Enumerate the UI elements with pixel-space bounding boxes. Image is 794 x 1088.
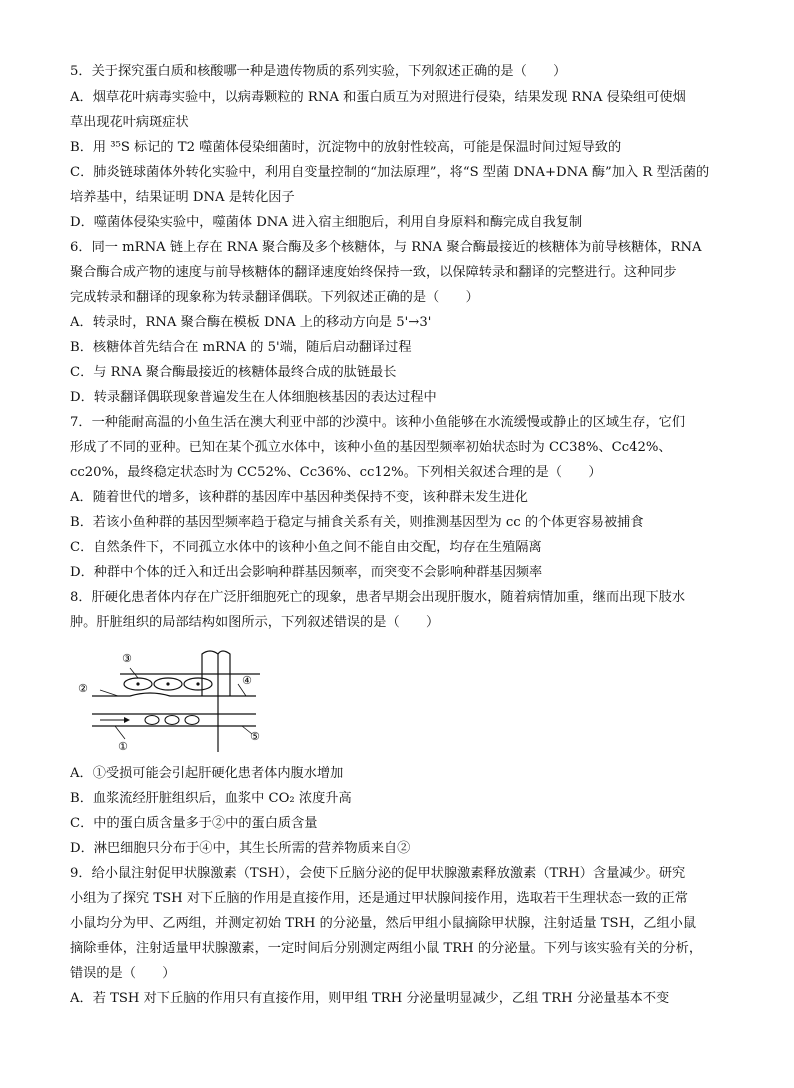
- q9-stem-5: 错误的是（ ）: [70, 966, 176, 981]
- q6-option-a: A．转录时，RNA 聚合酶在模板 DNA 上的移动方向是 5'→3': [70, 315, 432, 330]
- label-5: ⑤: [250, 730, 260, 743]
- label-1: ①: [118, 740, 128, 753]
- q9-stem-2: 小组为了探究 TSH 对下丘脑的作用是直接作用，还是通过甲状腺间接作用，选取若干生理状态一致的正常: [70, 891, 688, 906]
- q8-stem-1: 8．肝硬化患者体内存在广泛肝细胞死亡的现象，患者早期会出现肝腹水，随着病情加重，继而出现下肢水: [70, 590, 686, 605]
- blood-cell-shape: [165, 716, 179, 725]
- q9-stem-1: 9．给小鼠注射促甲状腺激素（TSH），会使下丘脑分泌的促甲状腺激素释放激素（TRH）含量减少。研究: [70, 866, 686, 881]
- q7-stem-2: 形成了不同的亚种。已知在某个孤立水体中，该种小鱼的基因型频率初始状态时为 CC38%、Cc42%、: [70, 440, 672, 455]
- q5-option-a: A．烟草花叶病毒实验中，以病毒颗粒的 RNA 和蛋白质互为对照进行侵染，结果发现 RNA 侵染组可使烟: [70, 90, 686, 105]
- q5-stem: 5．关于探究蛋白质和核酸哪一种是遗传物质的系列实验，下列叙述正确的是（ ）: [70, 64, 567, 79]
- label-2: ②: [78, 682, 88, 695]
- q6-option-b: B．核糖体首先结合在 mRNA 的 5'端，随后启动翻译过程: [70, 340, 412, 355]
- q9-stem-3: 小鼠均分为甲、乙两组，并测定初始 TRH 的分泌量，然后甲组小鼠摘除甲状腺，注射适量 TSH，乙组小鼠: [70, 916, 697, 931]
- q6-stem-3: 完成转录和翻译的现象称为转录翻译偶联。下列叙述正确的是（ ）: [70, 290, 479, 305]
- q7-option-b: B．若该小鱼种群的基因型频率趋于稳定与捕食关系有关，则推测基因型为 cc 的个体更容易被捕食: [70, 515, 644, 530]
- q7-stem-3: cc20%，最终稳定状态时为 CC52%、Cc36%、cc12%。下列相关叙述合理的是（ ）: [70, 465, 602, 480]
- q6-option-d: D．转录翻译偶联现象普遍发生在人体细胞核基因的表达过程中: [70, 390, 437, 405]
- blood-cell-shape: [145, 716, 159, 725]
- q6-option-c: C．与 RNA 聚合酶最接近的核糖体最终合成的肽链最长: [70, 365, 397, 380]
- q7-stem-1: 7．一种能耐高温的小鱼生活在澳大利亚中部的沙漠中。该种小鱼能够在水流缓慢或静止的区域生存，它们: [70, 415, 686, 430]
- q6-stem-1: 6．同一 mRNA 链上存在 RNA 聚合酶及多个核糖体，与 RNA 聚合酶最接近的核糖体为前导核糖体，RNA: [70, 240, 702, 255]
- q9-option-a: A．若 TSH 对下丘脑的作用只有直接作用，则甲组 TRH 分泌量明显减少，乙组 TRH 分泌量基本不变: [70, 991, 670, 1006]
- q7-option-a: A．随着世代的增多，该种群的基因库中基因种类保持不变，该种群未发生进化: [70, 490, 528, 505]
- q5-option-d: D．噬菌体侵染实验中，噬菌体 DNA 进入宿主细胞后，利用自身原料和酶完成自我复制: [70, 215, 583, 230]
- q5-option-c: C．肺炎链球菌体外转化实验中，利用自变量控制的“加法原理”，将“S 型菌 DNA+DNA 酶”加入 R 型活菌的: [70, 165, 710, 180]
- q5-option-c-cont: 培养基中，结果证明 DNA 是转化因子: [70, 190, 295, 205]
- q7-option-d: D．种群中个体的迁入和迁出会影响种群基因频率，而突变不会影响种群基因频率: [70, 565, 543, 580]
- q5-option-a-cont: 草出现花叶病斑症状: [70, 115, 189, 130]
- q8-option-a: A．①受损可能会引起肝硬化患者体内腹水增加: [70, 766, 344, 781]
- q8-option-c: C．中的蛋白质含量多于②中的蛋白质含量: [70, 816, 318, 831]
- q8-option-b: B．血浆流经肝脏组织后，血浆中 CO₂ 浓度升高: [70, 791, 352, 806]
- q7-option-c: C．自然条件下，不同孤立水体中的该种小鱼之间不能自由交配，均存在生殖隔离: [70, 540, 542, 555]
- q6-stem-2: 聚合酶合成产物的速度与前导核糖体的翻译速度始终保持一致，以保障转录和翻译的完整进行。这种同步: [70, 265, 677, 280]
- label-3: ③: [122, 652, 132, 665]
- label-4: ④: [242, 674, 252, 687]
- q8-option-d: D．淋巴细胞只分布于④中，其生长所需的营养物质来自②: [70, 841, 411, 856]
- q9-stem-4: 摘除垂体，注射适量甲状腺激素，一定时间后分别测定两组小鼠 TRH 的分泌量。下列与该实验有关的分析，: [70, 941, 703, 956]
- blood-cell-shape: [185, 716, 199, 725]
- q8-stem-2: 肿。肝脏组织的局部结构如图所示，下列叙述错误的是（ ）: [70, 615, 440, 630]
- liver-tissue-diagram: [70, 644, 270, 754]
- q5-option-b: B．用 ³⁵S 标记的 T2 噬菌体侵染细菌时，沉淀物中的放射性较高，可能是保温时间过短导致的: [70, 140, 622, 155]
- lymph-capillary-shape: [202, 651, 230, 752]
